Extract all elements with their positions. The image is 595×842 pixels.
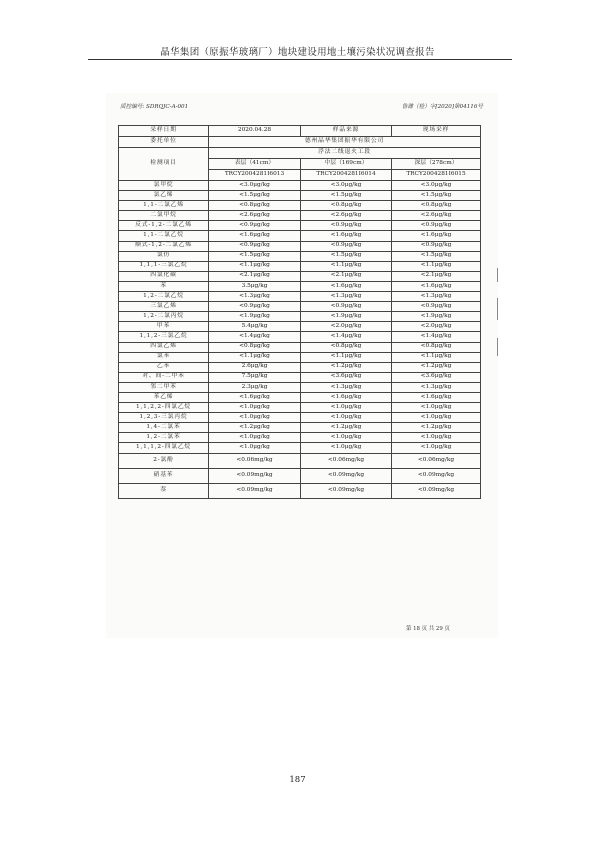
table-row (119, 261, 481, 271)
result-cell: 7.5μg/kg (209, 372, 301, 382)
result-cell: <1.4μg/kg (209, 332, 301, 342)
result-cell: <0.9μg/kg (209, 241, 301, 251)
analyte-name: 甲苯 (119, 322, 209, 332)
result-cell: <0.06mg/kg (209, 453, 301, 468)
result-cell: <0.9μg/kg (301, 241, 392, 251)
result-cell: <0.09mg/kg (392, 483, 481, 498)
client-label: 委托单位 (119, 137, 209, 148)
result-cell: <1.6μg/kg (209, 231, 301, 241)
result-cell: <3.0μg/kg (209, 181, 301, 191)
result-cell: <1.0μg/kg (392, 413, 481, 423)
table-row (119, 483, 481, 498)
result-cell: 2.6μg/kg (209, 362, 301, 372)
analyte-name: 1,2-二氯苯 (119, 433, 209, 443)
result-cell: <0.9μg/kg (301, 221, 392, 231)
result-cell: <1.6μg/kg (392, 231, 481, 241)
analyte-name: 氯苯 (119, 352, 209, 362)
table-row (119, 352, 481, 362)
analyte-name: 1,1,2,2-四氯乙烷 (119, 403, 209, 413)
sampling-date-label: 采样日期 (119, 126, 209, 137)
result-cell: <1.1μg/kg (392, 261, 481, 271)
analyte-name: 四氯化碳 (119, 271, 209, 281)
result-cell: 5.4μg/kg (209, 322, 301, 332)
analyte-name: 氯乙烯 (119, 191, 209, 201)
depth-middle: 中层（169cm） (301, 159, 392, 170)
sample-source-label: 样品来源 (301, 126, 392, 137)
analyte-name: 对、间-二甲苯 (119, 372, 209, 382)
result-cell: <1.5μg/kg (209, 251, 301, 261)
table-row (119, 453, 481, 468)
analyte-name: 1,1,2-三氯乙烷 (119, 332, 209, 342)
control-number: 质控编号: SDRQJC-A-001 (120, 104, 189, 110)
result-cell: <1.0μg/kg (392, 433, 481, 443)
depth-deep: 深层（278cm） (392, 159, 481, 170)
analyte-name: 1,1-二氯乙烷 (119, 231, 209, 241)
result-cell: <1.3μg/kg (209, 292, 301, 302)
header-rule (88, 59, 512, 60)
scan-edge-marks (495, 268, 503, 358)
table-row (119, 221, 481, 231)
analyte-name: 反式-1,2-二氯乙烯 (119, 221, 209, 231)
result-cell: <0.09mg/kg (209, 468, 301, 483)
result-cell: <1.0μg/kg (209, 413, 301, 423)
table-row (119, 231, 481, 241)
table-row (119, 433, 481, 443)
result-cell: 2.3μg/kg (209, 382, 301, 392)
result-cell: <1.2μg/kg (209, 423, 301, 433)
table-row (119, 201, 481, 211)
result-cell: <1.1μg/kg (301, 261, 392, 271)
result-cell: <0.9μg/kg (392, 241, 481, 251)
result-cell: <0.06mg/kg (301, 453, 392, 468)
sample-id-middle: TRCY2004281I6014 (301, 170, 392, 181)
result-cell: <1.0μg/kg (392, 403, 481, 413)
table-row (119, 403, 481, 413)
depth-surface: 表层（41cm） (209, 159, 301, 170)
result-cell: <1.4μg/kg (301, 332, 392, 342)
table-row (119, 392, 481, 402)
page-number: 187 (289, 775, 306, 785)
result-cell: <1.0μg/kg (301, 413, 392, 423)
result-cell: <1.4μg/kg (392, 332, 481, 342)
result-cell: <3.6μg/kg (301, 372, 392, 382)
client-value: 德州晶华集团振华有限公司 (209, 137, 481, 148)
result-cell: <2.6μg/kg (301, 211, 392, 221)
result-cell: <1.0μg/kg (209, 433, 301, 443)
result-cell: <0.8μg/kg (301, 201, 392, 211)
table-row (119, 342, 481, 352)
result-cell: <1.6μg/kg (301, 392, 392, 402)
result-cell: <1.1μg/kg (209, 261, 301, 271)
result-cell: <0.06mg/kg (392, 453, 481, 468)
result-cell: <0.9μg/kg (301, 302, 392, 312)
item-label: 检测项目 (119, 148, 209, 181)
table-row (119, 413, 481, 423)
result-cell: <2.1μg/kg (392, 271, 481, 281)
table-row (119, 382, 481, 392)
analyte-name: 氯仿 (119, 251, 209, 261)
sample-id-deep: TRCY2004281I6015 (392, 170, 481, 181)
table-row (119, 372, 481, 382)
table-row (119, 241, 481, 251)
result-cell: <1.9μg/kg (301, 312, 392, 322)
table-row (119, 281, 481, 291)
result-cell: 3.5μg/kg (209, 281, 301, 291)
result-cell: <3.6μg/kg (392, 372, 481, 382)
result-cell: <0.09mg/kg (301, 483, 392, 498)
analyte-name: 苯乙烯 (119, 392, 209, 402)
analyte-name: 1,1-二氯乙烯 (119, 201, 209, 211)
result-cell: <0.8μg/kg (392, 201, 481, 211)
result-cell: <1.0μg/kg (392, 443, 481, 453)
result-cell: <0.9μg/kg (209, 221, 301, 231)
analyte-name: 1,4-二氯苯 (119, 423, 209, 433)
analyte-name: 硝基苯 (119, 468, 209, 483)
sampling-date-value: 2020.04.28 (209, 126, 301, 137)
result-cell: <1.9μg/kg (392, 312, 481, 322)
result-cell: <0.09mg/kg (209, 483, 301, 498)
result-cell: <2.0μg/kg (392, 322, 481, 332)
result-cell: <1.3μg/kg (301, 382, 392, 392)
result-cell: <1.5μg/kg (301, 251, 392, 261)
analyte-name: 顺式-1,2-二氯乙烯 (119, 241, 209, 251)
document-header: 晶华集团（原振华玻璃厂）地块建设用地土壤污染状况调查报告 (160, 47, 435, 58)
report-number: 鲁潍（检）字[2020]第04116号 (401, 104, 483, 110)
result-cell: <1.3μg/kg (301, 292, 392, 302)
table-row (119, 322, 481, 332)
result-cell: <0.8μg/kg (301, 342, 392, 352)
table-row (119, 332, 481, 342)
result-cell: <1.0μg/kg (209, 403, 301, 413)
table-row (119, 312, 481, 322)
analyte-name: 1,1,1-三氯乙烷 (119, 261, 209, 271)
table-row (119, 362, 481, 372)
analyte-name: 1,1,1,2-四氯乙烷 (119, 443, 209, 453)
location-value: 浮法二线退火工段 (209, 148, 481, 159)
result-cell: <0.8μg/kg (209, 342, 301, 352)
result-cell: <1.0μg/kg (301, 403, 392, 413)
result-cell: <1.0μg/kg (301, 443, 392, 453)
result-cell: <1.5μg/kg (392, 191, 481, 201)
result-cell: <0.8μg/kg (209, 201, 301, 211)
result-cell: <1.2μg/kg (392, 423, 481, 433)
analyte-name: 四氯乙烯 (119, 342, 209, 352)
result-cell: <1.5μg/kg (209, 191, 301, 201)
result-cell: <0.8μg/kg (392, 342, 481, 352)
result-cell: <1.1μg/kg (392, 352, 481, 362)
result-cell: <1.6μg/kg (392, 392, 481, 402)
table-row (119, 443, 481, 453)
result-cell: <3.0μg/kg (301, 181, 392, 191)
result-cell: <0.09mg/kg (301, 468, 392, 483)
result-cell: <1.3μg/kg (392, 382, 481, 392)
result-cell: <1.3μg/kg (392, 292, 481, 302)
table-row (119, 468, 481, 483)
table-row (119, 191, 481, 201)
result-cell: <1.1μg/kg (209, 352, 301, 362)
result-cell: <2.6μg/kg (209, 211, 301, 221)
result-cell: <0.9μg/kg (392, 221, 481, 231)
result-cell: <1.2μg/kg (301, 362, 392, 372)
analyte-name: 邻二甲苯 (119, 382, 209, 392)
table-row (119, 423, 481, 433)
result-cell: <3.0μg/kg (392, 181, 481, 191)
sample-source-value: 现场采样 (392, 126, 481, 137)
result-cell: <1.6μg/kg (209, 392, 301, 402)
result-cell: <1.2μg/kg (301, 423, 392, 433)
result-cell: <1.0μg/kg (301, 433, 392, 443)
result-cell: <1.5μg/kg (392, 251, 481, 261)
result-cell: <2.6μg/kg (392, 211, 481, 221)
sample-id-surface: TRCY2004281I6013 (209, 170, 301, 181)
result-cell: <1.6μg/kg (392, 281, 481, 291)
result-cell: <0.9μg/kg (392, 302, 481, 312)
table-row (119, 211, 481, 221)
result-cell: <0.9μg/kg (209, 302, 301, 312)
table-row (119, 271, 481, 281)
result-cell: <1.1μg/kg (301, 352, 392, 362)
analyte-name: 乙苯 (119, 362, 209, 372)
analyte-name: 2-氯酚 (119, 453, 209, 468)
result-cell: <1.0μg/kg (209, 443, 301, 453)
table-row (119, 251, 481, 261)
result-cell: <2.1μg/kg (209, 271, 301, 281)
table-row (119, 302, 481, 312)
table-row (119, 181, 481, 191)
result-cell: <1.9μg/kg (209, 312, 301, 322)
result-cell: <2.1μg/kg (301, 271, 392, 281)
result-cell: <0.09mg/kg (392, 468, 481, 483)
analyte-name: 1,2,3-三氯丙烷 (119, 413, 209, 423)
test-results-table (118, 125, 481, 499)
result-cell: <2.0μg/kg (301, 322, 392, 332)
result-cell: <1.6μg/kg (301, 231, 392, 241)
analyte-name: 二氯甲烷 (119, 211, 209, 221)
analyte-name: 氯甲烷 (119, 181, 209, 191)
analyte-name: 三氯乙烯 (119, 302, 209, 312)
report-page-info: 第 18 页 共 29 页 (406, 626, 450, 632)
analyte-name: 萘 (119, 483, 209, 498)
analyte-name: 1,2-二氯乙烷 (119, 292, 209, 302)
analyte-name: 1,2-二氯丙烷 (119, 312, 209, 322)
table-row (119, 292, 481, 302)
analyte-name: 苯 (119, 281, 209, 291)
result-cell: <1.2μg/kg (392, 362, 481, 372)
result-cell: <1.6μg/kg (301, 281, 392, 291)
result-cell: <1.5μg/kg (301, 191, 392, 201)
